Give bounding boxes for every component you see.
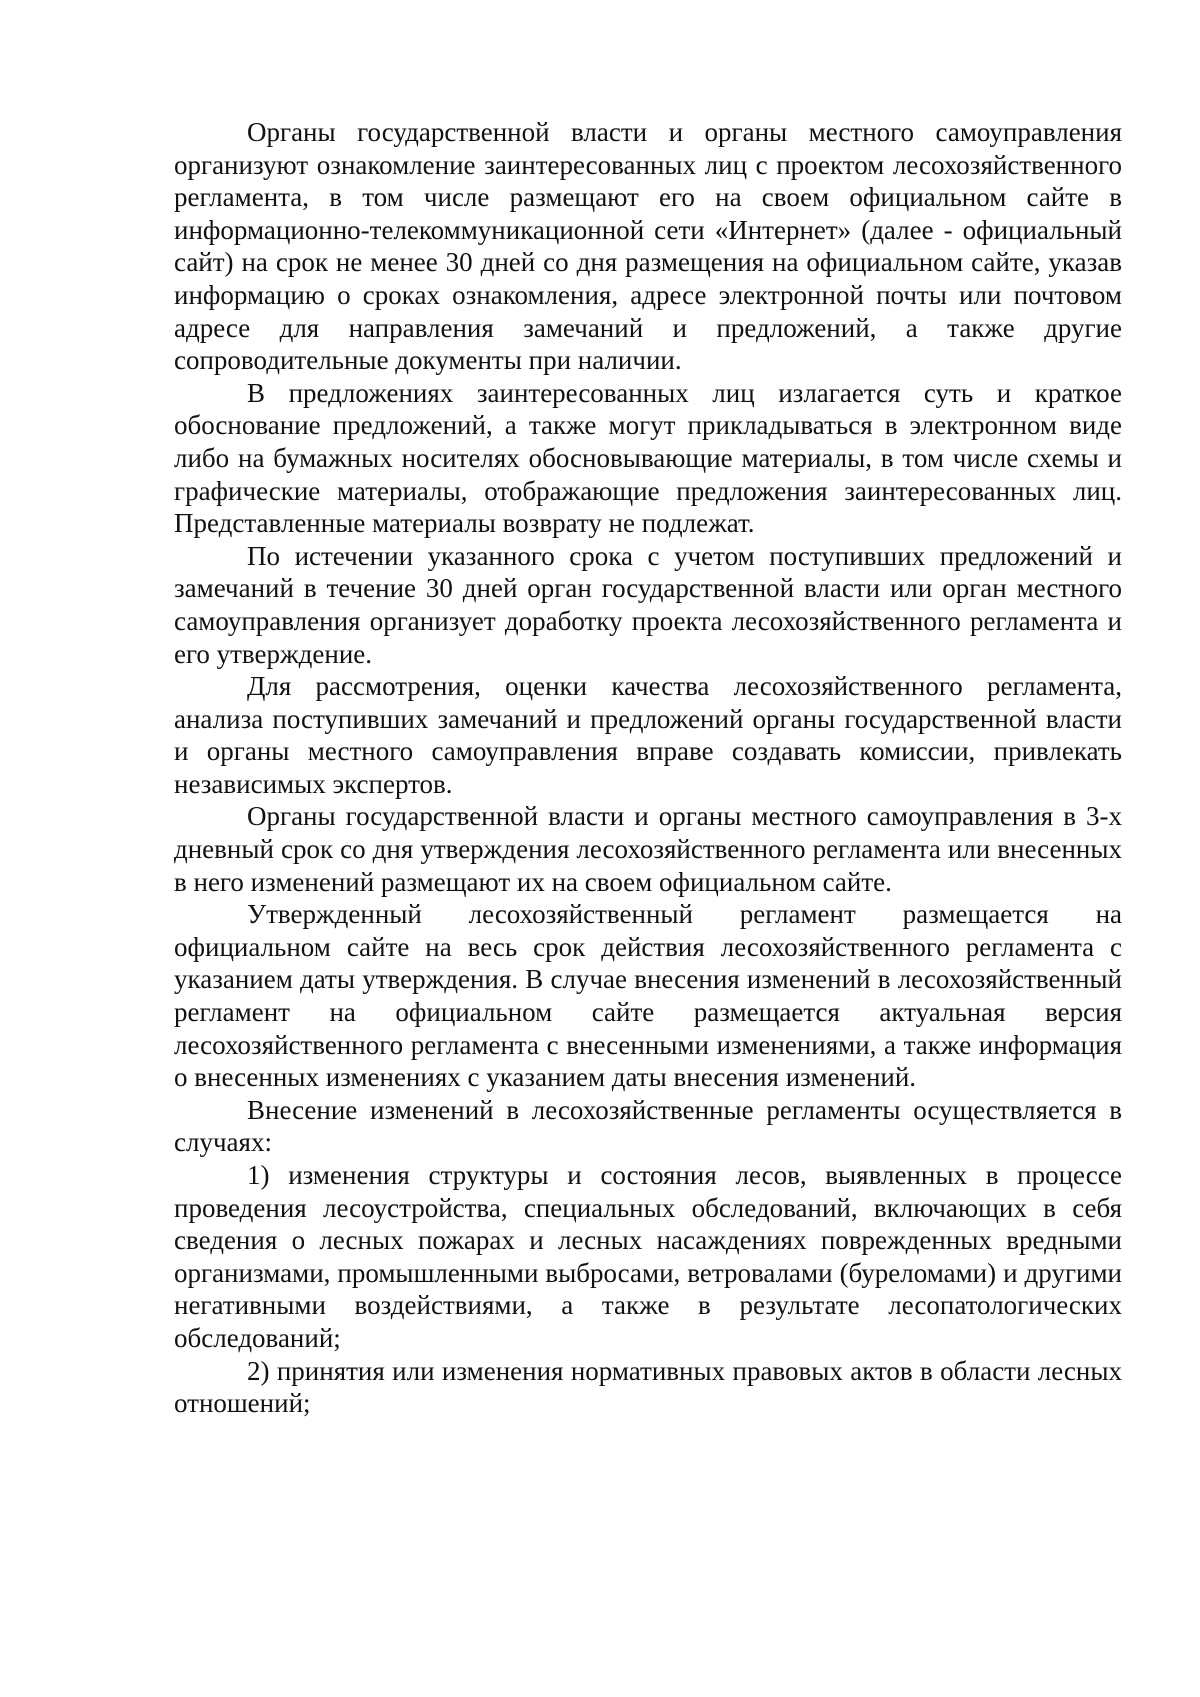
paragraph-publication: Органы государственной власти и органы местного самоуправления в 3-х дневный срок со дня утверждения лесохозяйственного регламента или внесенных в него изменений размещают их на своем официальном сайте. (174, 801, 1122, 897)
paragraph-public-review: Органы государственной власти и органы местного самоуправления организуют ознакомление заинтересованных лиц с проектом лесохозяйственного регламента, в том числе размещают его на своем официальном сайте в информационно-телекоммуникационной сети «Интернет» (далее - официальный сайт) на срок не менее 30 дней со дня размещения на официальном сайте, указав информацию о сроках ознакомления, адресе электронной почты или почтовом адресе для направления замечаний и предложений, а также другие сопроводительные документы при наличии. (174, 117, 1122, 376)
document-body (174, 116, 1122, 1420)
paragraph-proposals: В предложениях заинтересованных лиц излагается суть и краткое обоснование предложений, а также могут прикладываться в электронном виде либо на бумажных носителях обосновывающие материалы, в том числе схемы и графические материалы, отображающие предложения заинтересованных лиц. Представленные материалы возврату не подлежат. (174, 377, 1122, 539)
list-item-2: 2) принятия или изменения нормативных правовых актов в области лесных отношений; (174, 1355, 1122, 1419)
paragraph-amendment-cases: Внесение изменений в лесохозяйственные регламенты осуществляется в случаях: (174, 1094, 1122, 1158)
paragraph-approved-regulation: Утвержденный лесохозяйственный регламент размещается на официальном сайте на весь срок действия лесохозяйственного регламента с указанием даты утверждения. В случае внесения изменений в лесохозяйственный регламент на официальном сайте размещается актуальная версия лесохозяйственного регламента с внесенными изменениями, а также информация о внесенных изменениях с указанием даты внесения изменений. (174, 899, 1122, 1093)
paragraph-commissions: Для рассмотрения, оценки качества лесохозяйственного регламента, анализа поступивших замечаний и предложений органы государственной власти и органы местного самоуправления вправе создавать комиссии, привлекать независимых экспертов. (174, 671, 1122, 799)
list-item-1: 1) изменения структуры и состояния лесов, выявленных в процессе проведения лесоустройства, специальных обследований, включающих в себя сведения о лесных пожарах и лесных насаждениях поврежденных вредными организмами, промышленными выбросами, ветровалами (буреломами) и другими негативными воздействиями, а также в результате лесопатологических обследований; (174, 1160, 1122, 1353)
paragraph-revision-deadline: По истечении указанного срока с учетом поступивших предложений и замечаний в течение 30 дней орган государственной власти или орган местного самоуправления организует доработку проекта лесохозяйственного регламента и его утверждение. (174, 540, 1122, 669)
